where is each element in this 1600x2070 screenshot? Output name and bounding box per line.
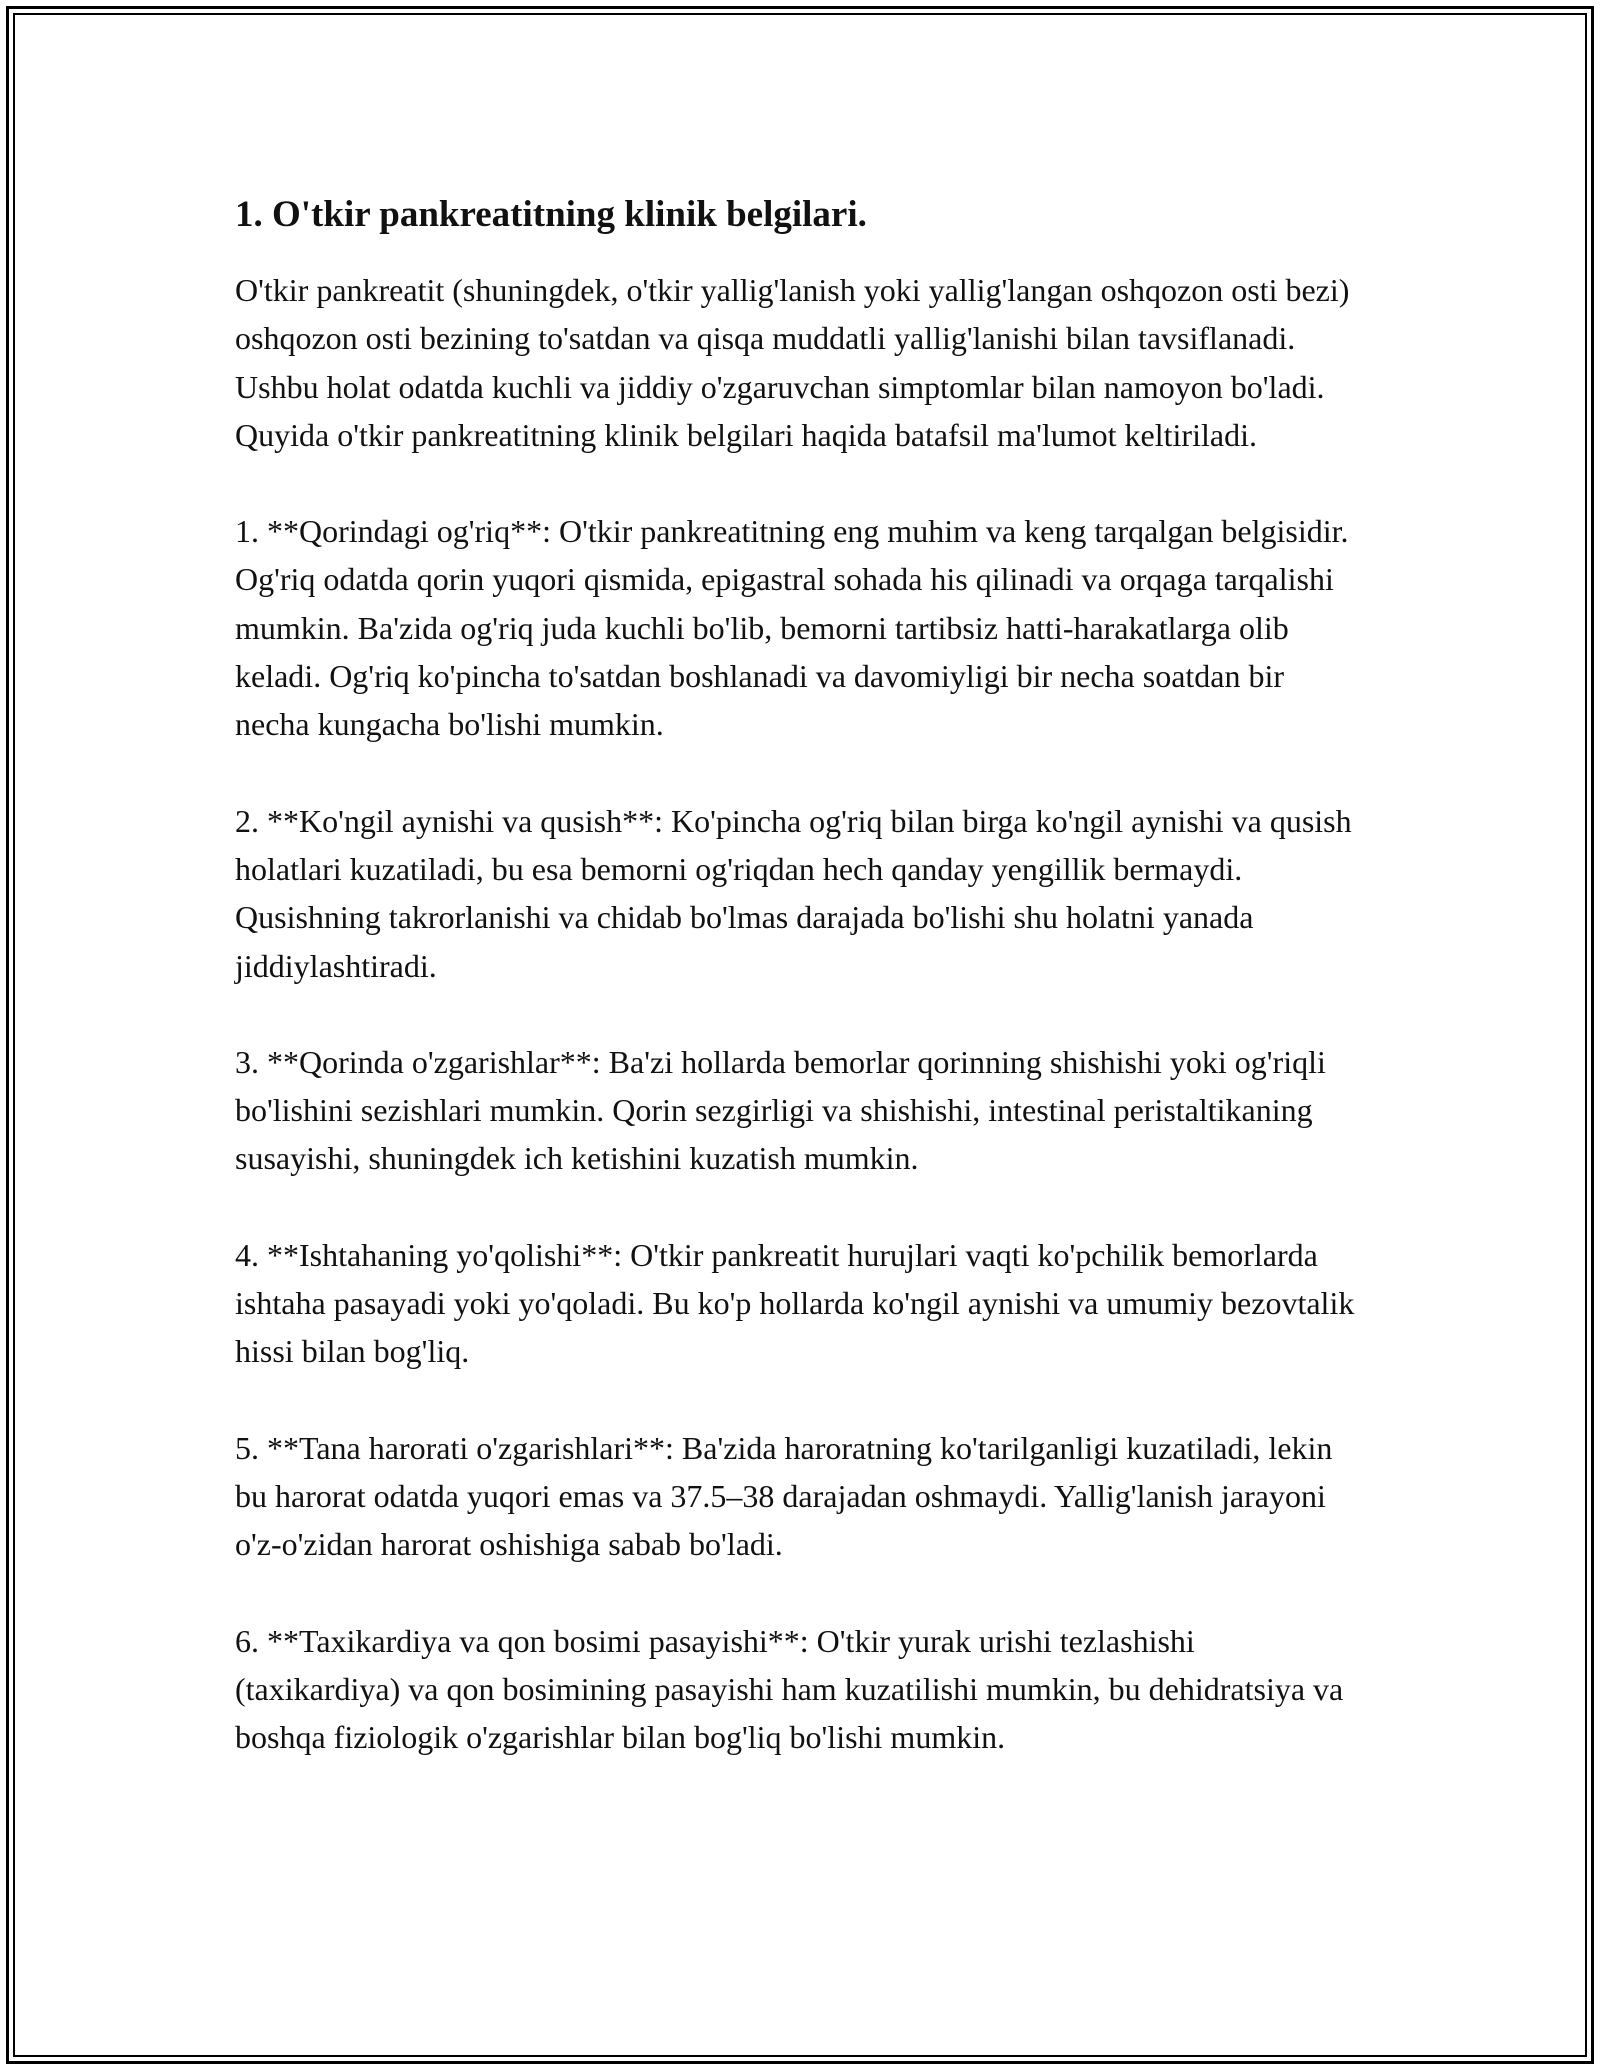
document-body	[235, 190, 1365, 1809]
symptom-tachycardia-hypotension: 6. **Taxikardiya va qon bosimi pasayishi**: O'tkir yurak urishi tezlashishi (taxikardiya) va qon bosimining pasayishi ham kuzatilishi mumkin, bu dehidratsiya va boshqa fiziologik o'zgarishlar bilan bog'liq bo'lishi mumkin.	[235, 1622, 1344, 1756]
section-heading: 1. O'tkir pankreatitning klinik belgilari.	[235, 194, 867, 235]
intro-paragraph: O'tkir pankreatit (shuningdek, o'tkir yallig'lanish yoki yallig'langan oshqozon osti bezi) oshqozon osti bezining to'satdan va qisqa muddatli yallig'lanishi bilan tavsiflanadi. Ushbu holat odatda kuchli va jiddiy o'zgaruvchan simptomlar bilan namoyon bo'ladi. Quyida o'tkir pankreatitning klinik belgilari haqida batafsil ma'lumot keltiriladi.	[235, 272, 1350, 453]
symptom-temperature-changes: 5. **Tana harorati o'zgarishlari**: Ba'zida haroratning ko'tarilganligi kuzatiladi, lekin bu harorat odatda yuqori emas va 37.5–38 darajadan oshmaydi. Yallig'lanish jarayoni o'z-o'zidan harorat oshishiga sabab bo'ladi.	[235, 1429, 1333, 1563]
symptom-abdominal-changes: 3. **Qorinda o'zgarishlar**: Ba'zi hollarda bemorlar qorinning shishishi yoki og'riqli bo'lishini sezishlari mumkin. Qorin sezgirligi va shishishi, intestinal peristaltikaning susayishi, shuningdek ich ketishini kuzatish mumkin.	[235, 1043, 1326, 1177]
symptom-abdominal-pain: 1. **Qorindagi og'riq**: O'tkir pankreatitning eng muhim va keng tarqalgan belgisidir. Og'riq odatda qorin yuqori qismida, epigastral sohada his qilinadi va orqaga tarqalishi mumkin. Ba'zida og'riq juda kuchli bo'lib, bemorni tartibsiz hatti-harakatlarga olib keladi. Og'riq ko'pincha to'satdan boshlanadi va davomiyligi bir necha soatdan bir necha kungacha bo'lishi mumkin.	[235, 513, 1349, 743]
symptom-appetite-loss: 4. **Ishtahaning yo'qolishi**: O'tkir pankreatit hurujlari vaqti ko'pchilik bemorlarda ishtaha pasayadi yoki yo'qoladi. Bu ko'p hollarda ko'ngil aynishi va umumiy bezovtalik hissi bilan bog'liq.	[235, 1236, 1355, 1370]
symptom-nausea-vomiting: 2. **Ko'ngil aynishi va qusish**: Ko'pincha og'riq bilan birga ko'ngil aynishi va qusish holatlari kuzatiladi, bu esa bemorni og'riqdan hech qanday yengillik bermaydi. Qusishning takrorlanishi va chidab bo'lmas darajada bo'lishi shu holatni yanada jiddiylashtiradi.	[235, 802, 1352, 984]
